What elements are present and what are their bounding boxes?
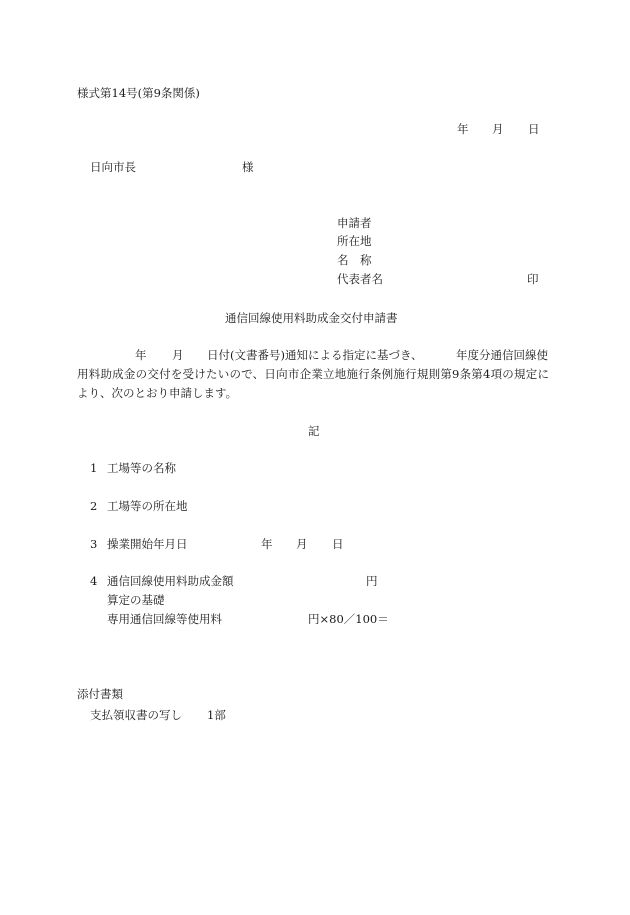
addressee-honorific: 様 bbox=[242, 160, 254, 174]
ki-heading: 記 bbox=[308, 424, 320, 438]
item-4-label: 通信回線使用料助成金額 bbox=[107, 574, 234, 588]
item-2-number: 2 bbox=[90, 499, 98, 513]
body-text-2: 年度分通信回線使 bbox=[456, 348, 548, 362]
form-number: 様式第14号(第9条関係) bbox=[77, 86, 200, 100]
item-3-year: 年 bbox=[261, 537, 273, 551]
item-4-fee-label: 専用通信回線等使用料 bbox=[107, 612, 222, 626]
document-title: 通信回線使用料助成金交付申請書 bbox=[225, 311, 398, 325]
body-month: 月 bbox=[172, 348, 184, 362]
applicant-address-label: 所在地 bbox=[337, 234, 372, 248]
item-3-number: 3 bbox=[90, 537, 98, 551]
body-line-3: より、次のとおり申請します。 bbox=[77, 386, 238, 400]
seal-mark: 印 bbox=[527, 272, 539, 286]
item-3-day: 日 bbox=[332, 537, 344, 551]
attachment-count: 1部 bbox=[207, 708, 226, 722]
body-line-2: 用料助成金の交付を受けたいので、日向市企業立地施行条例施行規則第9条第4項の規定に bbox=[77, 367, 549, 381]
item-4-number: 4 bbox=[90, 574, 98, 588]
date-year: 年 bbox=[457, 122, 469, 136]
body-year: 年 bbox=[135, 348, 147, 362]
applicant-name-label: 名 称 bbox=[337, 253, 372, 267]
attachment-item: 支払領収書の写し bbox=[90, 708, 182, 722]
applicant-heading: 申請者 bbox=[337, 216, 372, 230]
item-1-number: 1 bbox=[90, 461, 98, 475]
addressee-name: 日向市長 bbox=[90, 160, 136, 174]
applicant-representative-label: 代表者名 bbox=[337, 272, 383, 286]
item-3-month: 月 bbox=[296, 537, 308, 551]
item-3-label: 操業開始年月日 bbox=[107, 537, 188, 551]
body-text-1: 日付(文書番号)通知による指定に基づき、 bbox=[207, 348, 423, 362]
attachments-heading: 添付書類 bbox=[77, 687, 123, 701]
item-2-label: 工場等の所在地 bbox=[107, 499, 188, 513]
item-4-unit: 円 bbox=[366, 574, 378, 588]
item-4-basis: 算定の基礎 bbox=[107, 593, 165, 607]
item-1-label: 工場等の名称 bbox=[107, 461, 176, 475]
date-day: 日 bbox=[528, 122, 540, 136]
date-month: 月 bbox=[492, 122, 504, 136]
item-4-formula: 円×80／100＝ bbox=[308, 612, 389, 626]
